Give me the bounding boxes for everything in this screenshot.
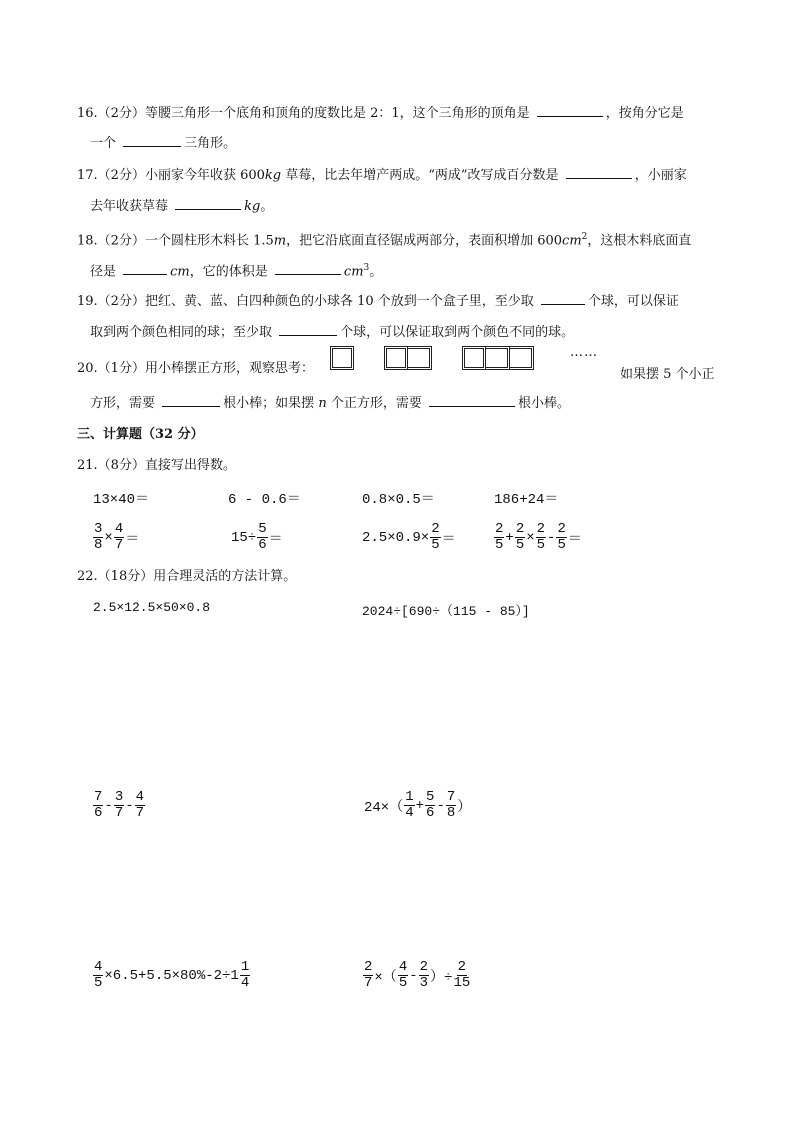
- q20-answer-blank-1[interactable]: [162, 393, 220, 407]
- fraction: $\frac{1}{4}$: [240, 959, 250, 991]
- fraction: $\frac{2}{5}$: [536, 521, 546, 553]
- unit-kg: kg: [264, 168, 282, 183]
- fraction: $\frac{2}{5}$: [431, 521, 440, 553]
- q16-answer-blank-1[interactable]: [537, 103, 603, 117]
- question-20-line-1-end: [620, 366, 715, 384]
- section-3-title: 三、计算题（32 分）: [77, 427, 204, 442]
- question-19-line-1: [77, 291, 679, 311]
- q17-text: 17.（2分）小丽家今年收获 600: [77, 168, 265, 183]
- fraction: $\frac{4}{7}$: [114, 521, 124, 553]
- fraction: $\frac{2}{5}$: [557, 521, 566, 553]
- stick-squares-figure: [330, 346, 598, 370]
- fraction: $\frac{7}{6}$: [94, 789, 103, 821]
- question-20-line-1: [77, 360, 314, 378]
- q16-text: 一个: [90, 136, 117, 151]
- q17-text: 草莓，比去年增产两成。“两成”改写成百分数是: [281, 168, 559, 183]
- figure-3-squares: [462, 346, 534, 370]
- q18-answer-blank-1[interactable]: [123, 261, 167, 275]
- q17-answer-blank-1[interactable]: [566, 165, 632, 179]
- q21-expr-5: $\frac{3}{8}$ × $\frac{4}{7}$ ＝: [94, 521, 140, 553]
- question-16-line-1: [77, 103, 684, 123]
- q18-text: 18.（2分）一个圆柱形木料长 1.5: [77, 233, 274, 249]
- fraction: $\frac{5}{6}$: [426, 789, 435, 821]
- q21-expr-8: $\frac{2}{5}$ + $\frac{2}{5}$ × $\frac{2}{5}$ - $\frac{2}{5}$ ＝: [495, 521, 582, 553]
- ellipsis: ……: [570, 345, 598, 360]
- q19-answer-blank-2[interactable]: [279, 322, 337, 336]
- q18-text: 。: [369, 264, 383, 280]
- question-17-line-2: [90, 196, 273, 216]
- q19-text: 19.（2分）把红、黄、蓝、白四种颜色的小球各 10 个放到一个盒子里，至少取: [77, 294, 534, 309]
- q19-answer-blank-1[interactable]: [541, 291, 585, 305]
- fraction: $\frac{7}{8}$: [446, 789, 456, 821]
- q20-text: 方形，需要: [90, 396, 156, 411]
- q19-text: 个球，可以保证: [587, 294, 679, 309]
- fraction: $\frac{3}{8}$: [94, 521, 103, 553]
- q17-text: 。: [260, 199, 274, 214]
- q16-text: 三角形。: [184, 136, 237, 151]
- q22-problem-1: 2.5×12.5×50×0.8: [93, 600, 211, 615]
- q16-text: 16.（2分）等腰三角形一个底角和顶角的度数比是 2：1，这个三角形的顶角是: [77, 106, 530, 121]
- question-18-line-2: [90, 259, 382, 281]
- q21-expr-6: 15÷ $\frac{5}{6}$ ＝: [231, 521, 283, 553]
- q21-expr-4: 186+24＝: [494, 492, 559, 508]
- q17-text: ，小丽家: [634, 168, 687, 183]
- superscript-3: 3: [363, 263, 370, 273]
- q21-expr-2: 6 - 0.6＝: [228, 492, 301, 508]
- fraction: $\frac{2}{3}$: [419, 959, 429, 991]
- q19-text: 取到两个颜色相同的球；至少取: [90, 325, 273, 340]
- fraction: $\frac{4}{5}$: [398, 959, 408, 991]
- fraction: $\frac{3}{7}$: [114, 789, 124, 821]
- fraction: $\frac{2}{5}$: [495, 521, 504, 553]
- question-22-title: 22.（18分）用合理灵活的方法计算。: [77, 569, 297, 584]
- fraction: $\frac{4}{7}$: [135, 789, 145, 821]
- fraction: $\frac{1}{4}$: [405, 789, 414, 821]
- question-18-line-1: [77, 228, 691, 250]
- variable-n: n: [318, 396, 327, 411]
- question-16-line-2: [90, 133, 236, 153]
- q18-text: ，它的体积是: [189, 264, 268, 280]
- q18-text: ，把它沿底面直径锯成两部分，表面积增加 600: [286, 233, 563, 249]
- q17-answer-blank-2[interactable]: [175, 196, 241, 210]
- fraction: $\frac{2}{15}$: [453, 959, 471, 991]
- q22-problem-2: 2024÷[690÷（115 - 85）]: [362, 604, 530, 619]
- q22-problem-6: $\frac{2}{7}$ ×（ $\frac{4}{5}$ - $\frac{2}{3}$ ）÷ $\frac{2}{15}$: [364, 959, 471, 991]
- question-20-line-2: [90, 393, 570, 413]
- fraction: $\frac{5}{6}$: [258, 521, 267, 553]
- figure-2-squares: [384, 346, 432, 370]
- unit-m: m: [273, 233, 287, 249]
- q20-text: 个正方形，需要: [326, 396, 422, 411]
- q16-answer-blank-2[interactable]: [123, 133, 181, 147]
- q22-problem-3: $\frac{7}{6}$ - $\frac{3}{7}$ - $\frac{4}{7}$: [94, 789, 145, 821]
- q19-text: 个球，可以保证取到两个颜色不同的球。: [340, 325, 575, 340]
- q21-expr-7: 2.5×0.9× $\frac{2}{5}$ ＝: [362, 521, 456, 553]
- superscript-2: 2: [581, 232, 588, 242]
- q17-text: 去年收获草莓: [90, 199, 169, 214]
- q20-answer-blank-2[interactable]: [429, 393, 515, 407]
- q18-text: ，这根木料底面直: [587, 233, 692, 249]
- question-21-title: 21.（8分）直接写出得数。: [77, 458, 236, 473]
- q20-text: 根小棒；如果摆: [223, 396, 315, 411]
- unit-cm: cm: [343, 264, 364, 280]
- q20-text: 20.（1分）用小棒摆正方形，观察思考：: [77, 361, 314, 376]
- question-17-line-1: [77, 165, 687, 185]
- q20-text: 如果摆 5 个小正: [620, 367, 715, 382]
- q18-answer-blank-2[interactable]: [275, 261, 341, 275]
- fraction: $\frac{4}{5}$: [94, 959, 103, 991]
- unit-cm: cm: [562, 233, 582, 249]
- q22-problem-4: 24×（ $\frac{1}{4}$ + $\frac{5}{6}$ - $\frac{7}{8}$ ）: [364, 789, 472, 821]
- q22-problem-5: $\frac{4}{5}$ ×6.5+5.5×80%-2÷1 $\frac{1}{4}$: [94, 959, 250, 991]
- q16-text: ，按角分它是: [605, 106, 684, 121]
- q20-text: 根小棒。: [517, 396, 570, 411]
- fraction: $\frac{2}{7}$: [364, 959, 373, 991]
- figure-1-square: [330, 346, 354, 370]
- q21-expr-1: 13×40＝: [93, 492, 150, 508]
- fraction: $\frac{2}{5}$: [515, 521, 525, 553]
- unit-kg: kg: [244, 199, 261, 214]
- q18-text: 径是: [90, 264, 117, 280]
- unit-cm: cm: [170, 264, 190, 280]
- q21-expr-3: 0.8×0.5＝: [362, 492, 435, 508]
- question-19-line-2: [90, 322, 574, 342]
